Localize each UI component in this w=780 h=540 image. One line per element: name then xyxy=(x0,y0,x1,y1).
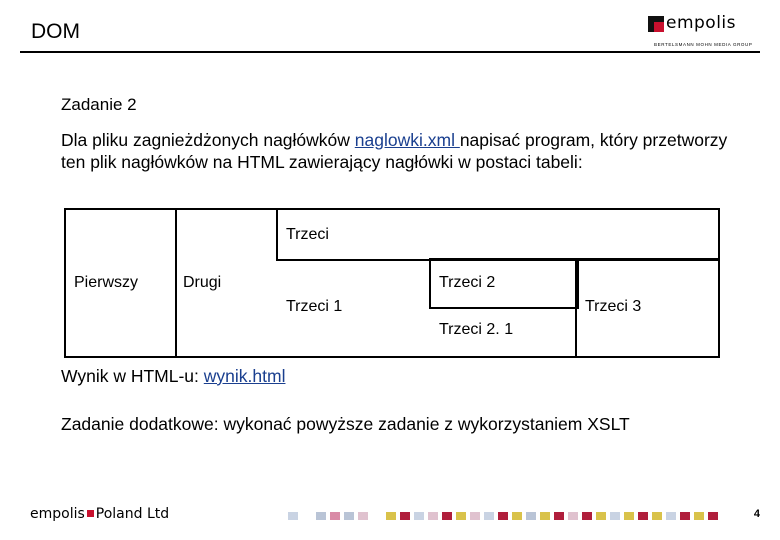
footer-logo xyxy=(30,506,169,522)
cell-drugi-label: Drugi xyxy=(183,274,222,291)
color-swatch xyxy=(414,512,424,520)
slide-title: DOM xyxy=(31,20,80,43)
title-divider xyxy=(20,51,760,53)
color-swatch xyxy=(344,512,354,520)
color-swatch xyxy=(624,512,634,520)
task-desc-end: napisać program, który przetworzy ten plik nagłówków na HTML zawierający nagłówki w postaci tabeli: xyxy=(61,130,728,172)
color-swatch xyxy=(442,512,452,520)
color-swatch xyxy=(680,512,690,520)
task-title: Zadanie 2 xyxy=(61,95,137,114)
color-swatch xyxy=(498,512,508,520)
color-swatch xyxy=(582,512,592,520)
naglowki-link[interactable]: naglowki.xml xyxy=(354,130,460,150)
task-description xyxy=(61,129,741,173)
color-swatch xyxy=(638,512,648,520)
color-swatch xyxy=(708,512,718,520)
wynik-link[interactable]: wynik.html xyxy=(203,366,286,386)
extra-task: Zadanie dodatkowe: wykonać powyższe zadanie z wykorzystaniem XSLT xyxy=(61,414,630,434)
page-number: 4 xyxy=(753,508,760,520)
color-swatch xyxy=(288,512,298,520)
color-swatch xyxy=(526,512,536,520)
cell-trzeci-header xyxy=(276,208,720,261)
color-swatch xyxy=(302,512,312,520)
color-swatch xyxy=(568,512,578,520)
cell-trzeci-1-label: Trzeci 1 xyxy=(286,298,343,315)
cell-trzeci-2-label: Trzeci 2 xyxy=(439,274,496,291)
color-swatch xyxy=(400,512,410,520)
result-line xyxy=(61,366,285,387)
cell-trzeci-3-label: Trzeci 3 xyxy=(585,298,642,315)
footer-company: Poland Ltd xyxy=(95,506,170,522)
color-swatch xyxy=(372,512,382,520)
cell-trzeci-label: Trzeci xyxy=(286,226,329,243)
color-swatch xyxy=(512,512,522,520)
cell-pierwszy-label: Pierwszy xyxy=(74,274,139,291)
color-swatch xyxy=(484,512,494,520)
result-label: Wynik w HTML-u: xyxy=(61,366,204,386)
footer-brand: empolis xyxy=(30,506,85,522)
logo-mark-icon xyxy=(648,16,664,32)
task-desc-start: Dla pliku zagnieżdżonych nagłówków xyxy=(61,130,355,150)
color-swatch xyxy=(386,512,396,520)
color-swatch xyxy=(470,512,480,520)
color-swatch xyxy=(694,512,704,520)
logo-tagline: BERTELSMANN MOHN MEDIA GROUP xyxy=(654,42,753,47)
color-swatch xyxy=(666,512,676,520)
color-swatch xyxy=(610,512,620,520)
color-swatch xyxy=(330,512,340,520)
color-swatch xyxy=(316,512,326,520)
footer-square-icon xyxy=(87,510,94,517)
logo-wordmark: empolis xyxy=(666,13,737,33)
cell-trzeci-2-1-label: Trzeci 2. 1 xyxy=(439,321,514,338)
color-swatch xyxy=(358,512,368,520)
color-swatch xyxy=(428,512,438,520)
color-swatch xyxy=(554,512,564,520)
color-swatch-strip xyxy=(288,512,722,520)
color-swatch xyxy=(652,512,662,520)
color-swatch xyxy=(596,512,606,520)
color-swatch xyxy=(456,512,466,520)
color-swatch xyxy=(540,512,550,520)
empolis-logo xyxy=(648,13,760,50)
